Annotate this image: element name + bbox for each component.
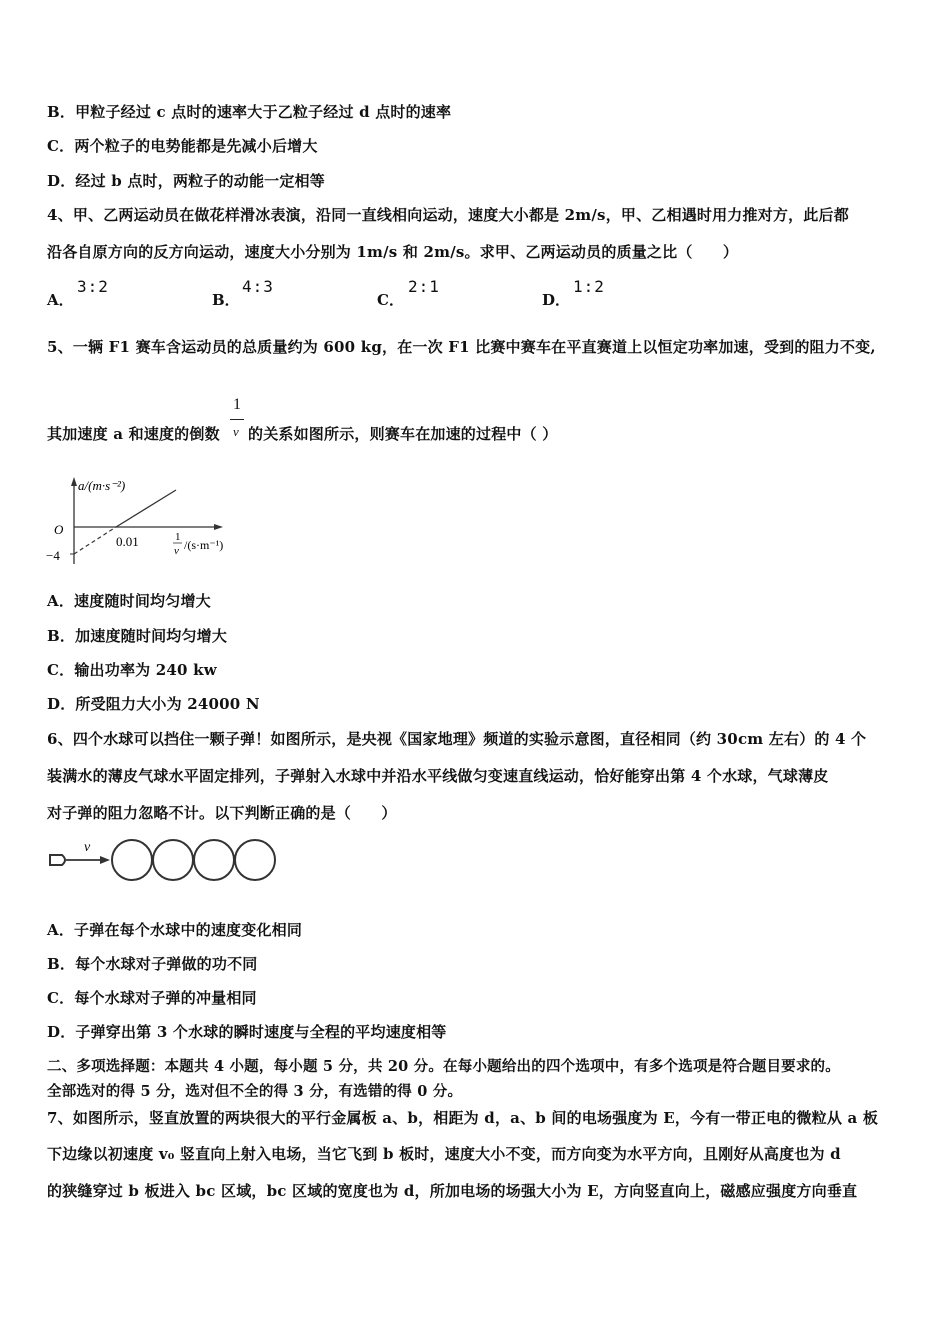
q4-option-a-letter: A． bbox=[47, 291, 74, 309]
water-balloon-2 bbox=[153, 840, 193, 880]
q6-option-d: D．子弹穿出第 3 个水球的瞬时速度与全程的平均速度相等 bbox=[47, 1023, 447, 1041]
y-axis-arrow bbox=[71, 477, 77, 486]
velocity-label: v bbox=[84, 840, 91, 855]
section2-heading-line1: 二、多项选择题：本题共 4 小题，每小题 5 分，共 20 分。在每小题给出的四个选项中，有多个选项是符合题目要求的。 bbox=[47, 1058, 840, 1075]
q5-option-a: A．速度随时间均匀增大 bbox=[47, 592, 211, 610]
q3-option-c: C．两个粒子的电势能都是先减小后增大 bbox=[47, 137, 318, 155]
q4-option-a-value: 3:2 bbox=[77, 277, 109, 296]
q4-option-b-value: 4:3 bbox=[242, 277, 274, 296]
q5-stem-line2-post: 的关系如图所示，则赛车在加速的过程中（ ） bbox=[248, 425, 558, 443]
water-balloon-3 bbox=[194, 840, 234, 880]
q4-option-d-letter: D． bbox=[542, 291, 571, 309]
q6-option-a: A．子弹在每个水球中的速度变化相同 bbox=[47, 921, 303, 939]
velocity-arrow-head bbox=[100, 856, 110, 864]
q4-option-c-value: 2:1 bbox=[408, 277, 440, 296]
y-value-label: −4 bbox=[46, 548, 60, 563]
q6-option-c: C．每个水球对子弹的冲量相同 bbox=[47, 989, 257, 1007]
x-label-denominator: v bbox=[174, 545, 179, 557]
q5-option-d: D．所受阻力大小为 24000 N bbox=[47, 695, 260, 713]
water-balloon-4 bbox=[235, 840, 275, 880]
y-axis-label: a/(m·s⁻²) bbox=[78, 478, 126, 493]
q5-option-c: C．输出功率为 240 kw bbox=[47, 661, 217, 679]
origin-label: O bbox=[54, 522, 64, 537]
q6-stem-line1: 6、四个水球可以挡住一颗子弹！如图所示，是央视《国家地理》频道的实验示意图，直径相同（约 30cm 左右）的 4 个 bbox=[47, 730, 867, 748]
x-label-numerator: 1 bbox=[175, 531, 181, 543]
extrapolated-line bbox=[74, 527, 116, 554]
q5-option-b: B．加速度随时间均匀增大 bbox=[47, 627, 228, 645]
q6-stem-line2: 装满水的薄皮气球水平固定排列，子弹射入水球中并沿水平线做匀变速直线运动，恰好能穿出第 4 个水球，气球薄皮 bbox=[47, 767, 829, 785]
section2-heading-line2: 全部选对的得 5 分，选对但不全的得 3 分，有选错的得 0 分。 bbox=[47, 1083, 463, 1100]
x-label-unit: /(s·m⁻¹) bbox=[184, 538, 224, 552]
q6-water-balloon-figure bbox=[44, 835, 289, 885]
q5-stem-line2-pre: 其加速度 a 和速度的倒数 bbox=[47, 425, 220, 443]
q5-fraction-numerator: 1 bbox=[233, 396, 241, 413]
q4-option-d-value: 1:2 bbox=[573, 277, 605, 296]
q3-option-d: D．经过 b 点时，两粒子的动能一定相等 bbox=[47, 172, 325, 190]
q5-fraction-denominator: v bbox=[233, 424, 239, 439]
q5-acceleration-graph bbox=[44, 472, 254, 572]
x-axis-arrow bbox=[214, 524, 223, 530]
q5-stem-line1: 5、一辆 F1 赛车含运动员的总质量约为 600 kg，在一次 F1 比赛中赛车在平直赛道上以恒定功率加速，受到的阻力不变, bbox=[47, 338, 876, 356]
x-tick-label: 0.01 bbox=[116, 534, 139, 549]
data-line bbox=[116, 490, 176, 527]
q6-stem-line3: 对子弹的阻力忽略不计。以下判断正确的是（ ） bbox=[47, 804, 397, 822]
q7-stem-line3: 的狭缝穿过 b 板进入 bc 区域，bc 区域的宽度也为 d，所加电场的场强大小为 E，方向竖直向上，磁感应强度方向垂直 bbox=[47, 1182, 858, 1200]
q4-stem-line2: 沿各自原方向的反方向运动，速度大小分别为 1m/s 和 2m/s。求甲、乙两运动员的质量之比（ ） bbox=[47, 243, 739, 261]
q4-option-c-letter: C． bbox=[377, 291, 404, 309]
q7-stem-line2: 下边缘以初速度 v₀ 竖直向上射入电场，当它飞到 b 板时，速度大小不变，而方向变为水平方向，且刚好从高度也为 d bbox=[47, 1145, 841, 1163]
q3-option-b: B．甲粒子经过 c 点时的速率大于乙粒子经过 d 点时的速率 bbox=[47, 103, 452, 121]
q7-stem-line1: 7、如图所示，竖直放置的两块很大的平行金属板 a、b，相距为 d，a、b 间的电场强度为 E，今有一带正电的微粒从 a 板 bbox=[47, 1109, 879, 1127]
q5-fraction-bar bbox=[230, 419, 244, 420]
q6-option-b: B．每个水球对子弹做的功不同 bbox=[47, 955, 258, 973]
bullet-icon bbox=[50, 855, 65, 865]
q4-option-b-letter: B． bbox=[212, 291, 240, 309]
q4-stem-line1: 4、甲、乙两运动员在做花样滑冰表演，沿同一直线相向运动，速度大小都是 2m/s，甲、乙相遇时用力推对方，此后都 bbox=[47, 206, 849, 224]
water-balloon-1 bbox=[112, 840, 152, 880]
